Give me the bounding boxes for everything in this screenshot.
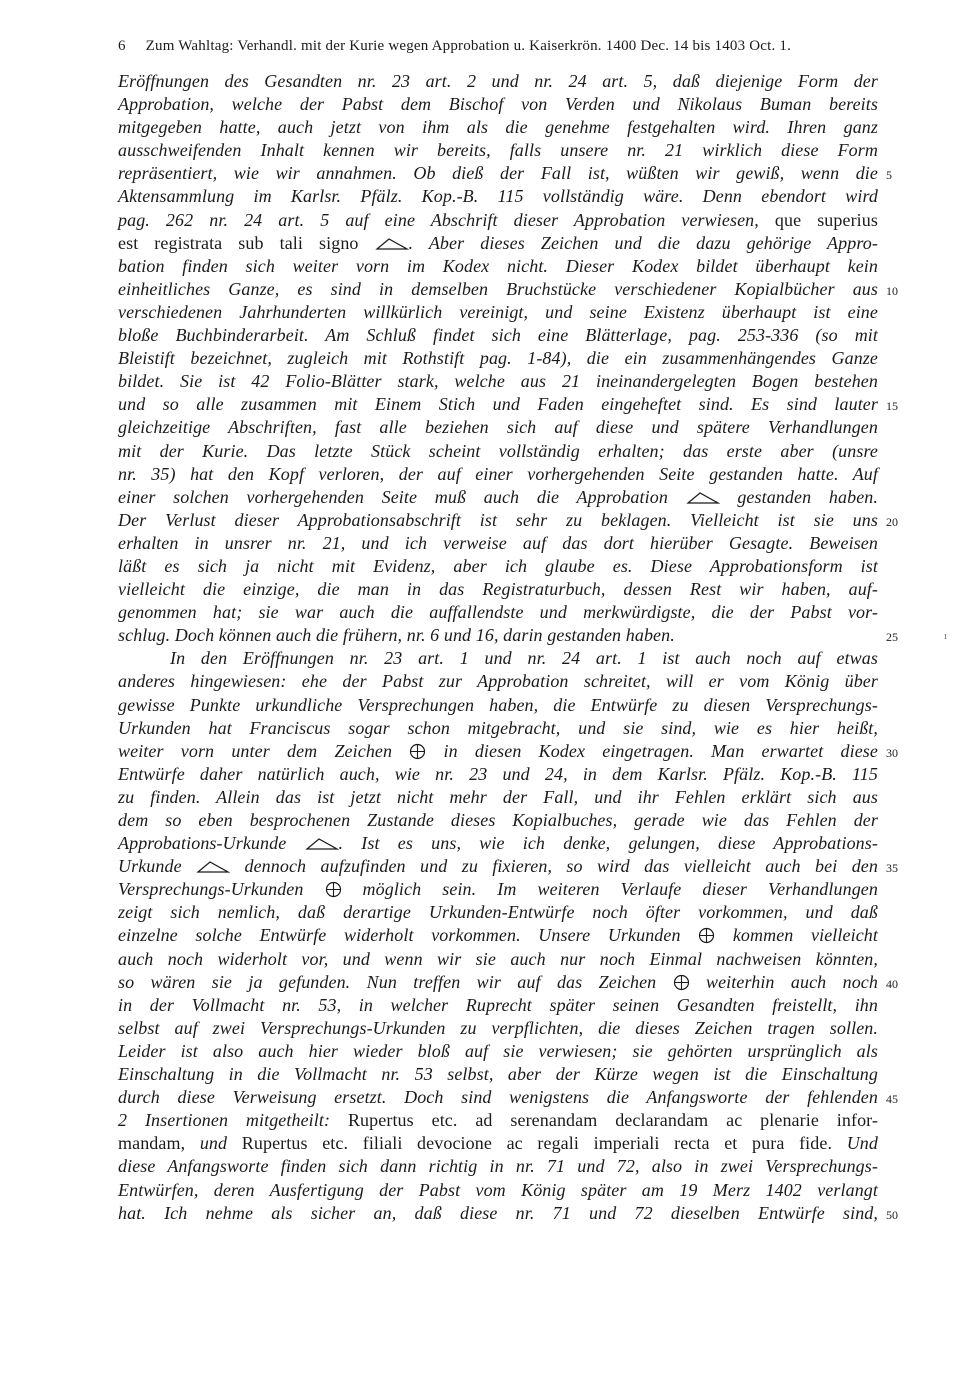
text-run: Entwürfen, deren Ausfertigung der Pabst vom König später am 19 Merz 1402 verlangt xyxy=(118,1179,878,1200)
line-content xyxy=(118,509,878,532)
text-run: hat. Ich nehme als sicher an, daß diese nr. 71 und 72 dieselben Entwürfe sind, xyxy=(118,1202,878,1223)
text-run: dem so eben besprochenen Zustande dieses Kopialbuches, gerade wie das Fehlen der xyxy=(118,810,878,830)
text-run: gewisse Punkte urkundliche Versprechungen haben, die Entwürfe zu diesen Versprechungs- xyxy=(118,694,878,715)
margin-mark: ı xyxy=(944,630,948,642)
triangle-sign-icon xyxy=(375,237,409,251)
line-content xyxy=(118,717,878,740)
line-content xyxy=(118,763,878,786)
line-content xyxy=(118,440,878,463)
text-run: dennoch aufzufinden und zu fixieren, so wird das vielleicht auch bei den xyxy=(230,856,878,877)
line-content xyxy=(118,209,878,232)
text-run: Bleistift bezeichnet, zugleich mit Rothstift pag. 1-84), die ein zusammenhängendes Ganze xyxy=(118,348,878,369)
line-content xyxy=(118,924,878,947)
line-content xyxy=(118,1155,878,1178)
line-number: 50 xyxy=(886,1207,898,1222)
line-content xyxy=(118,1179,878,1202)
text-run: zeigt sich nemlich, daß derartige Urkunden-Entwürfe noch öfter vorkommen, und daß xyxy=(118,902,878,923)
text-run: und xyxy=(185,1133,228,1154)
line-content xyxy=(118,786,878,809)
text-run: Der Verlust dieser Approbationsabschrift ist sehr zu beklagen. Vielleicht ist sie uns xyxy=(118,509,878,530)
text-line xyxy=(118,278,878,301)
text-line xyxy=(118,416,878,439)
text-line xyxy=(118,855,878,878)
text-run: Versprechungs-Urkunden xyxy=(118,879,325,900)
text-run: Approbations-Urkunde xyxy=(118,833,305,854)
latin-quote: que superius xyxy=(758,209,878,230)
text-run: verschiedenen Jahrhunderten willkürlich vereinigt, und seine Existenz überhaupt ist eine xyxy=(118,301,878,322)
text-line xyxy=(118,116,878,139)
text-line xyxy=(118,670,878,693)
text-run: Leider ist also auch hier wieder bloß auf sie verwiesen; sie gehörten ursprünglich als xyxy=(118,1040,878,1061)
text-run: kommen vielleicht xyxy=(715,925,878,946)
line-content xyxy=(170,647,878,670)
text-line xyxy=(118,624,878,647)
line-content xyxy=(118,139,878,162)
text-run: weiter vorn unter dem Zeichen xyxy=(118,740,410,761)
text-run: Urkunde xyxy=(118,856,197,877)
text-line xyxy=(118,1086,878,1109)
line-content xyxy=(118,740,878,763)
text-run: mit der Kurie. Das letzte Stück scheint vollständig erhalten; das erste aber (unsre xyxy=(118,440,878,461)
text-line xyxy=(118,763,878,786)
line-content xyxy=(118,232,878,255)
text-run: Und xyxy=(832,1133,879,1154)
text-line xyxy=(118,463,878,486)
circle-cross-sign-icon xyxy=(325,881,342,898)
text-line xyxy=(118,809,878,832)
text-run: mitgegeben hatte, auch jetzt von ihm als die genehme festgehalten wird. Ihren ganz xyxy=(118,117,878,138)
body-text xyxy=(118,70,878,1225)
text-line xyxy=(118,694,878,717)
line-number: 20 xyxy=(886,514,898,529)
text-line xyxy=(118,971,878,994)
text-run: Approbation, welche der Pabst dem Bischof von Verden und Nikolaus Buman bereits xyxy=(118,94,878,115)
circle-cross-sign-icon xyxy=(673,974,690,991)
latin-quote: Rupertus etc. filiali devocione ac regali imperiali recta et pura fide. xyxy=(227,1133,833,1154)
text-line xyxy=(118,1109,878,1132)
line-content xyxy=(118,625,675,645)
line-content xyxy=(118,971,878,994)
text-run: einzelne solche Entwürfe widerholt vorkommen. Unsere Urkunden xyxy=(118,925,699,946)
text-line xyxy=(118,994,878,1017)
text-line xyxy=(118,601,878,624)
line-content xyxy=(118,901,878,924)
line-content xyxy=(118,278,878,301)
line-content xyxy=(118,301,878,324)
text-run: gleichzeitige Abschriften, fast alle beziehen sich auf diese und spätere Verhandlungen xyxy=(118,417,878,438)
line-content xyxy=(118,116,878,139)
text-line xyxy=(118,1132,878,1155)
text-line xyxy=(118,1179,878,1202)
text-line xyxy=(118,1202,878,1225)
text-run: in der Vollmacht nr. 53, in welcher Ruprecht später seinen Gesandten freistellt, ihn xyxy=(118,994,878,1015)
text-line xyxy=(118,878,878,901)
line-number: 45 xyxy=(886,1092,898,1107)
line-content xyxy=(118,93,878,116)
text-run: repräsentiert, wie wir annahmen. Ob dieß der Fall ist, wüßten wir gewiß, wenn die xyxy=(118,163,878,184)
text-line xyxy=(118,647,878,670)
line-content xyxy=(118,1132,878,1155)
line-content xyxy=(118,1202,878,1225)
line-content xyxy=(118,878,878,901)
text-line xyxy=(118,324,878,347)
text-run: läßt es sich ja nicht mit Evidenz, aber ich glaube es. Diese Approbationsform ist xyxy=(118,555,878,576)
text-run: ausschweifenden Inhalt kennen wir bereits, falls unsere nr. 21 wirklich diese Form xyxy=(118,140,878,161)
text-line xyxy=(118,486,878,509)
text-line xyxy=(118,924,878,947)
text-run: pag. 262 nr. 24 art. 5 auf eine Abschrift dieser Approbation verwiesen, xyxy=(118,209,759,230)
text-run: einheitliches Ganze, es sind in demselben Bruchstücke verschiedener Kopialbücher aus xyxy=(118,278,878,299)
line-content xyxy=(118,948,878,971)
text-line xyxy=(118,532,878,555)
text-line xyxy=(118,393,878,416)
line-content xyxy=(118,532,878,555)
line-content xyxy=(118,393,878,416)
line-number: 30 xyxy=(886,745,898,760)
line-content xyxy=(118,162,878,185)
text-line xyxy=(118,232,878,255)
line-content xyxy=(118,601,878,624)
line-content xyxy=(118,555,878,578)
latin-quote: est registrata sub tali signo xyxy=(118,232,375,253)
latin-quote: mandam, xyxy=(118,1133,186,1154)
line-number: 10 xyxy=(886,283,898,298)
line-content xyxy=(118,370,878,393)
triangle-sign-icon xyxy=(196,860,230,874)
text-line xyxy=(118,347,878,370)
text-run: gestanden haben. xyxy=(719,486,878,507)
page-number: 6 xyxy=(118,38,126,54)
line-content xyxy=(118,578,878,601)
text-line xyxy=(118,1040,878,1063)
text-run: auch noch widerholt vor, und wenn wir sie auch nur noch Einmal nachweisen könnten, xyxy=(118,948,878,969)
text-run: Aktensammlung im Karlsr. Pfälz. Kop.-B. 115 vollständig wäre. Denn ebendort wird xyxy=(118,186,878,207)
text-run: möglich sein. Im weiteren Verlaufe dieser Verhandlungen xyxy=(341,879,878,900)
line-content xyxy=(118,1109,878,1132)
text-line xyxy=(118,509,878,532)
line-number: 40 xyxy=(886,976,898,991)
line-content xyxy=(118,185,878,208)
line-content xyxy=(118,1086,878,1109)
text-line xyxy=(118,255,878,278)
text-line xyxy=(118,948,878,971)
triangle-sign-icon xyxy=(686,491,720,505)
text-run: schlug. Doch können auch die frühern, nr. 6 und 16, darin gestanden haben. xyxy=(118,625,675,646)
line-number: 35 xyxy=(886,861,898,876)
running-header xyxy=(118,38,791,55)
line-content xyxy=(118,832,878,855)
text-run: 2 Insertionen mitgetheilt: xyxy=(118,1110,331,1131)
text-run: diese Anfangsworte finden sich dann richtig in nr. 71 und 72, also in zwei Versprechungs- xyxy=(118,1156,878,1177)
text-run: so wären sie ja gefunden. Nun treffen wir auf das Zeichen xyxy=(118,971,673,992)
line-content xyxy=(118,1017,878,1040)
line-content xyxy=(118,670,878,693)
text-run: nr. 35) hat den Kopf verloren, der auf einer vorhergehenden Seite gestanden hatte. Auf xyxy=(118,463,878,484)
text-run: und so alle zusammen mit Einem Stich und Faden eingeheftet sind. Es sind lauter xyxy=(118,394,878,415)
running-title: Zum Wahltag: Verhandl. mit der Kurie wegen Approbation u. Kaiserkrön. 1400 Dec. 14 bis 1403 Oct. 1. xyxy=(145,38,792,54)
text-run: bation finden sich weiter vorn im Kodex nicht. Dieser Kodex bildet überhaupt kein xyxy=(118,255,878,276)
text-run: anderes hingewiesen: ehe der Pabst zur Approbation schreitet, will er vom König über xyxy=(118,671,878,692)
line-content xyxy=(118,416,878,439)
text-run: genommen hat; sie war auch die auffallendste und merkwürdigste, die der Pabst vor- xyxy=(118,602,878,623)
text-line xyxy=(118,70,878,93)
circle-cross-sign-icon xyxy=(698,927,715,944)
line-content xyxy=(118,347,878,370)
text-line xyxy=(118,1017,878,1040)
text-run: selbst auf zwei Versprechungs-Urkunden zu verpflichten, die dieses Zeichen tragen sollen. xyxy=(118,1017,878,1038)
line-content xyxy=(118,809,878,832)
line-number: 5 xyxy=(886,168,892,183)
text-line xyxy=(118,1063,878,1086)
text-line xyxy=(118,209,878,232)
text-line xyxy=(118,717,878,740)
text-line xyxy=(118,740,878,763)
text-run: durch diese Verweisung ersetzt. Doch sind wenigstens die Anfangsworte der fehlenden xyxy=(118,1087,878,1108)
line-content xyxy=(118,255,878,278)
text-line xyxy=(118,832,878,855)
latin-quote: Rupertus etc. ad serenandam declarandam ac plenarie infor- xyxy=(330,1110,878,1131)
line-content xyxy=(118,1063,878,1086)
text-run: erhalten in unsrer nr. 21, und ich verweise auf das dort hierüber Gesagte. Beweisen xyxy=(118,532,878,553)
triangle-sign-icon xyxy=(305,837,339,851)
text-line xyxy=(118,301,878,324)
line-content xyxy=(118,994,878,1017)
text-run: Entwürfe daher natürlich auch, wie nr. 23 und 24, in dem Karlsr. Pfälz. Kop.-B. 115 xyxy=(118,763,878,784)
text-run: Einschaltung in die Vollmacht nr. 53 selbst, aber der Kürze wegen ist die Einschaltung xyxy=(118,1064,878,1085)
text-line xyxy=(118,786,878,809)
text-run: einer solchen vorhergehenden Seite muß auch die Approbation xyxy=(118,486,686,507)
text-line xyxy=(118,578,878,601)
text-run: Urkunden hat Franciscus sogar schon mitgebracht, und sie sind, wie es hier heißt, xyxy=(118,717,878,738)
text-run: in diesen Kodex eingetragen. Man erwartet diese xyxy=(426,740,878,761)
text-run: In den Eröffnungen nr. 23 art. 1 und nr. 24 art. 1 ist auch noch auf etwas xyxy=(170,648,878,669)
text-line xyxy=(118,901,878,924)
text-run: . Ist es uns, wie ich denke, gelungen, diese Approbations- xyxy=(338,833,878,854)
text-run: vielleicht die einzige, die man in das Registraturbuch, dessen Rest wir haben, auf- xyxy=(118,579,878,600)
line-content xyxy=(118,1040,878,1063)
line-content xyxy=(118,324,878,347)
text-line xyxy=(118,93,878,116)
text-run: bloße Buchbinderarbeit. Am Schluß findet sich eine Blätterlage, pag. 253-336 (so mit xyxy=(118,325,878,346)
text-run: . Aber dieses Zeichen und die dazu gehörige Appro- xyxy=(408,232,878,253)
text-run: bildet. Sie ist 42 Folio-Blätter stark, welche aus 21 ineinandergelegten Bogen bestehen xyxy=(118,371,878,392)
text-line xyxy=(118,370,878,393)
text-run: zu finden. Allein das ist jetzt nicht mehr der Fall, und ihr Fehlen erklärt sich aus xyxy=(118,786,878,807)
text-line xyxy=(118,185,878,208)
line-content xyxy=(118,486,878,509)
text-run: Eröffnungen des Gesandten nr. 23 art. 2 und nr. 24 art. 5, daß diejenige Form der xyxy=(118,71,878,91)
line-content xyxy=(118,70,878,93)
text-line xyxy=(118,555,878,578)
text-line xyxy=(118,1155,878,1178)
line-number: 25 xyxy=(886,630,898,645)
line-content xyxy=(118,855,878,878)
text-line xyxy=(118,162,878,185)
text-line xyxy=(118,139,878,162)
text-line xyxy=(118,440,878,463)
line-content xyxy=(118,694,878,717)
line-content xyxy=(118,463,878,486)
line-number: 15 xyxy=(886,399,898,414)
circle-cross-sign-icon xyxy=(409,743,426,760)
text-run: weiterhin auch noch xyxy=(689,971,879,992)
